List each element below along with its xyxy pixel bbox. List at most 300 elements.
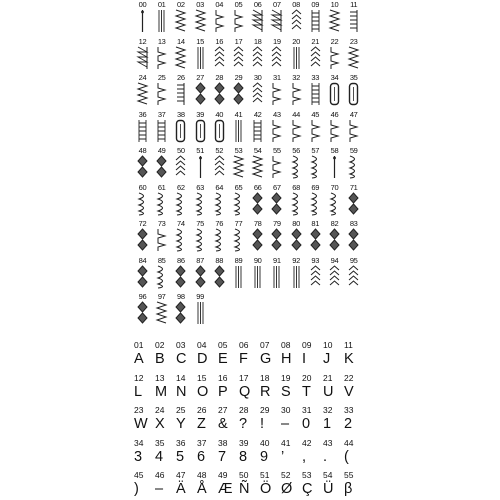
character-number: 22 [344,372,354,383]
character-pattern-01 [134,340,155,370]
character-glyph: & [218,416,228,432]
stitch-pattern-35 [345,73,362,109]
stitch-pattern-82 [326,219,343,255]
character-pattern-50 [239,470,260,500]
character-number: 44 [344,437,354,448]
stitch-pattern-41 [230,110,247,146]
character-number: 54 [323,470,333,480]
character-glyph: Z [197,416,206,432]
character-glyph: M [155,383,168,400]
character-pattern-23 [134,405,155,435]
stitch-number: 27 [196,73,204,82]
stitch-number: 43 [273,109,281,119]
character-glyph: Æ [218,481,233,497]
character-number: 38 [218,437,228,448]
character-number: 49 [218,470,228,480]
stitch-number: 00 [138,0,147,9]
alphabet-character-chart [134,340,366,500]
character-glyph: S [281,383,291,400]
stitch-pattern-27 [192,73,209,109]
character-number: 23 [134,405,144,415]
triple-stitch-icon [289,46,304,70]
stitch-pattern-65 [230,183,247,219]
stitch-pattern-95 [345,256,362,292]
scallop-stitch-icon [327,192,342,216]
character-number: 04 [197,340,207,350]
stitch-number: 24 [138,73,147,82]
stitch-pattern-32 [288,73,305,109]
arrow-stitch-icon [250,46,265,70]
diamond-stitch-icon [193,82,208,106]
stitch-pattern-67 [268,183,285,219]
diamond-stitch-icon [346,192,361,216]
stitch-number: 82 [330,219,339,228]
ladder-stitch-icon [154,119,169,143]
blind-stitch-icon [269,119,284,143]
stitch-number: 84 [138,255,147,265]
character-number: 05 [218,340,228,350]
character-pattern-08 [281,340,302,370]
stitch-number: 66 [253,182,262,192]
stitch-pattern-29 [230,73,247,109]
stitch-number: 88 [215,255,224,265]
character-number: 02 [155,340,165,350]
character-number: 40 [260,437,270,448]
stitch-pattern-30 [249,73,266,109]
stitch-pattern-79 [268,219,285,255]
buttonhole-stitch-icon [173,119,188,143]
stitch-number: 83 [349,219,358,228]
arrow-stitch-icon [173,155,188,179]
stitch-number: 91 [273,255,281,265]
stitch-pattern-02 [172,0,189,36]
diamond-stitch-icon [231,82,246,106]
stitch-number: 53 [234,146,243,155]
stitch-pattern-51 [192,146,209,182]
arrow-stitch-icon [308,46,323,70]
character-pattern-30 [281,405,302,435]
character-number: 43 [323,437,333,448]
diamond-stitch-icon [308,228,323,252]
character-pattern-26 [197,405,218,435]
diamond-stitch-icon [173,265,188,289]
character-number: 37 [197,437,207,448]
character-glyph: O [197,383,209,400]
stitch-number: 48 [138,146,147,155]
character-pattern-18 [260,373,281,403]
scallop-stitch-icon [308,192,323,216]
stitch-pattern-66 [249,183,266,219]
diamond-stitch-icon [173,301,188,325]
character-pattern-04 [197,340,218,370]
stitch-pattern-46 [326,110,343,146]
zigzag-stitch-icon [193,9,208,33]
character-glyph: 0 [302,416,311,432]
stitch-pattern-39 [192,110,209,146]
stitch-pattern-92 [288,256,305,292]
character-glyph: U [323,383,334,400]
stitch-number: 42 [253,109,262,119]
character-number: 35 [155,437,165,448]
stitch-pattern-61 [153,183,170,219]
character-pattern-02 [155,340,176,370]
stitch-pattern-54 [249,146,266,182]
stitch-pattern-04 [211,0,228,36]
stitch-pattern-05 [230,0,247,36]
character-glyph: I [302,351,307,367]
stitch-number: 78 [253,219,262,228]
character-pattern-31 [302,405,323,435]
stitch-number: 89 [234,255,243,265]
stitch-number: 23 [349,36,358,46]
stitch-number: 41 [234,109,243,119]
character-glyph: R [260,383,271,400]
stitch-number: 95 [349,255,358,265]
character-glyph: 1 [323,416,332,432]
stitch-number: 90 [253,255,262,265]
stitch-number: 86 [177,255,185,265]
character-number: 29 [260,405,270,415]
blind-stitch-icon [269,82,284,106]
arrow-stitch-icon [231,46,246,70]
character-number: 55 [344,470,354,480]
stitch-number: 68 [292,182,300,192]
zigzag-stitch-icon [327,9,342,33]
stitch-number: 94 [330,255,339,265]
stitch-number: 06 [253,0,262,9]
stitch-pattern-07 [268,0,285,36]
character-glyph: E [218,351,228,367]
stitch-number: 87 [196,255,204,265]
straight-stitch-icon [327,155,342,179]
character-glyph: 2 [344,416,353,432]
scallop-stitch-icon [173,228,188,252]
stitch-number: 54 [253,146,262,155]
straight-stitch-icon [193,155,208,179]
stitch-pattern-56 [288,146,305,182]
stitch-pattern-10 [326,0,343,36]
stitch-number: 34 [330,73,339,82]
scallop-stitch-icon [231,192,246,216]
blind-stitch-icon [154,228,169,252]
stitch-pattern-80 [288,219,305,255]
stitch-number: 04 [215,0,224,9]
stitch-pattern-55 [268,146,285,182]
diamond-stitch-icon [269,192,284,216]
scallop-stitch-icon [308,155,323,179]
stitch-pattern-03 [192,0,209,36]
stitch-pattern-57 [307,146,324,182]
character-pattern-05 [218,340,239,370]
character-pattern-32 [323,405,344,435]
character-number: 45 [134,470,144,480]
stitch-number: 21 [311,36,320,46]
character-pattern-25 [176,405,197,435]
scallop-stitch-icon [193,228,208,252]
stitch-pattern-06 [249,0,266,36]
stitch-number: 77 [234,219,243,228]
ladder-stitch-icon [308,9,323,33]
stitch-number: 29 [234,73,243,82]
character-glyph: B [155,351,165,367]
character-glyph: P [218,383,228,400]
stitch-pattern-01 [153,0,170,36]
character-number: 16 [218,372,228,383]
character-pattern-38 [218,438,239,468]
stitch-pattern-83 [345,219,362,255]
stitch-pattern-58 [326,146,343,182]
stitch-number: 75 [196,219,204,228]
character-pattern-16 [218,373,239,403]
triple-stitch-icon [269,265,284,289]
stitch-pattern-88 [211,256,228,292]
stitch-pattern-43 [268,110,285,146]
character-number: 41 [281,437,291,448]
stitch-pattern-40 [211,110,228,146]
character-glyph: H [281,351,292,367]
zigzag-stitch-icon [154,301,169,325]
stitch-pattern-81 [307,219,324,255]
overlock-stitch-icon [250,9,265,33]
character-glyph: ( [344,448,349,465]
stitch-number: 16 [215,36,224,46]
diamond-stitch-icon [327,228,342,252]
stitch-pattern-87 [192,256,209,292]
stitch-pattern-49 [153,146,170,182]
blind-stitch-icon [327,119,342,143]
character-number: 47 [176,470,186,480]
blind-stitch-icon [346,119,361,143]
character-number: 51 [260,470,270,480]
scallop-stitch-icon [212,192,227,216]
stitch-number: 67 [273,182,281,192]
character-glyph: 5 [176,448,185,465]
zigzag-stitch-icon [173,46,188,70]
stitch-number: 07 [273,0,281,9]
stitch-number: 45 [311,109,320,119]
stitch-pattern-98 [172,292,189,328]
character-glyph: F [239,351,248,367]
stitch-number: 73 [157,219,166,228]
character-number: 10 [323,340,333,350]
diamond-stitch-icon [346,228,361,252]
zigzag-stitch-icon [231,155,246,179]
blind-stitch-icon [327,46,342,70]
stitch-number: 46 [330,109,339,119]
overlock-stitch-icon [269,9,284,33]
stitch-pattern-28 [211,73,228,109]
stitch-number: 70 [330,182,339,192]
character-glyph: Q [239,383,251,400]
character-glyph: W [134,416,148,432]
stitch-pattern-70 [326,183,343,219]
character-number: 13 [155,372,165,383]
blind-stitch-icon [231,9,246,33]
stitch-number: 01 [157,0,166,9]
character-glyph: T [302,383,311,400]
triple-stitch-icon [154,9,169,33]
stitch-number: 02 [177,0,185,9]
stitch-number: 32 [292,73,300,82]
diamond-stitch-icon [250,192,265,216]
stitch-number: 71 [349,182,358,192]
character-glyph: Y [176,416,186,432]
character-pattern-51 [260,470,281,500]
stitch-number: 13 [157,36,166,46]
stitch-pattern-53 [230,146,247,182]
diamond-stitch-icon [135,228,150,252]
buttonhole-stitch-icon [212,119,227,143]
stitch-number: 97 [157,292,166,301]
character-number: 19 [281,372,291,383]
stitch-number: 61 [157,182,166,192]
stitch-pattern-31 [268,73,285,109]
stitch-pattern-16 [211,37,228,73]
diamond-stitch-icon [135,301,150,325]
stitch-pattern-60 [134,183,151,219]
stitch-number: 40 [215,109,224,119]
diamond-stitch-icon [250,228,265,252]
stitch-pattern-52 [211,146,228,182]
character-glyph: 9 [260,448,269,465]
character-pattern-33 [344,405,365,435]
stitch-pattern-36 [134,110,151,146]
zigzag-stitch-icon [346,46,361,70]
stitch-number: 79 [273,219,281,228]
character-pattern-45 [134,470,155,500]
triple-stitch-icon [289,265,304,289]
character-pattern-35 [155,438,176,468]
stitch-pattern-63 [192,183,209,219]
stitch-pattern-94 [326,256,343,292]
stitch-pattern-44 [288,110,305,146]
scallop-stitch-icon [289,155,304,179]
stitch-number: 93 [311,255,320,265]
character-pattern-46 [155,470,176,500]
character-pattern-06 [239,340,260,370]
character-number: 12 [134,372,144,383]
stitch-number: 30 [253,73,262,82]
stitch-number: 99 [196,292,204,301]
stitch-pattern-26 [172,73,189,109]
character-pattern-43 [323,438,344,468]
stitch-pattern-18 [249,37,266,73]
stitch-number: 15 [196,36,204,46]
stitch-pattern-69 [307,183,324,219]
stitch-number: 08 [292,0,300,9]
arrow-stitch-icon [308,265,323,289]
character-glyph: X [155,416,165,432]
stitch-pattern-19 [268,37,285,73]
buttonhole-stitch-icon [193,119,208,143]
zigzag-stitch-icon [173,9,188,33]
stitch-number: 18 [253,36,262,46]
blind-stitch-icon [308,119,323,143]
character-pattern-17 [239,373,260,403]
triple-stitch-icon [231,265,246,289]
scallop-stitch-icon [154,192,169,216]
character-pattern-28 [239,405,260,435]
stitch-number: 63 [196,182,204,192]
scallop-stitch-icon [231,228,246,252]
character-pattern-48 [197,470,218,500]
triple-stitch-icon [231,119,246,143]
triple-stitch-icon [193,301,208,325]
character-pattern-20 [302,373,323,403]
zigzag-stitch-icon [250,155,265,179]
scallop-stitch-icon [212,228,227,252]
stitch-pattern-chart [134,0,366,301]
zigzag-stitch-icon [135,82,150,106]
character-number: 21 [323,372,333,383]
stitch-pattern-77 [230,219,247,255]
stitch-pattern-97 [153,292,170,328]
character-pattern-36 [176,438,197,468]
character-number: 30 [281,405,291,415]
diamond-stitch-icon [269,228,284,252]
character-pattern-09 [302,340,323,370]
character-glyph: Ä [176,481,186,497]
character-pattern-37 [197,438,218,468]
character-number: 01 [134,340,144,350]
character-pattern-44 [344,438,365,468]
stitch-pattern-24 [134,73,151,109]
stitch-number: 47 [349,109,358,119]
stitch-number: 72 [138,219,147,228]
stitch-number: 36 [138,109,147,119]
stitch-number: 38 [177,109,185,119]
triple-stitch-icon [193,46,208,70]
scallop-stitch-icon [346,155,361,179]
character-pattern-53 [302,470,323,500]
blind-stitch-icon [289,82,304,106]
stitch-pattern-08 [288,0,305,36]
character-number: 15 [197,372,207,383]
stitch-number: 14 [177,36,185,46]
character-pattern-14 [176,373,197,403]
character-glyph: ! [260,416,265,432]
character-number: 24 [155,405,165,415]
scallop-stitch-icon [135,192,150,216]
character-pattern-22 [344,373,365,403]
stitch-pattern-47 [345,110,362,146]
stitch-pattern-00 [134,0,151,36]
stitch-pattern-50 [172,146,189,182]
character-pattern-24 [155,405,176,435]
character-number: 18 [260,372,270,383]
character-glyph: , [302,448,307,465]
stitch-number: 26 [177,73,185,82]
character-pattern-41 [281,438,302,468]
stitch-pattern-20 [288,37,305,73]
stitch-number: 50 [177,146,185,155]
character-glyph: – [281,416,290,432]
character-glyph: Ñ [239,481,250,497]
stitch-number: 92 [292,255,300,265]
stitch-pattern-72 [134,219,151,255]
buttonhole-stitch-icon [346,82,361,106]
character-pattern-07 [260,340,281,370]
stitch-pattern-90 [249,256,266,292]
stitch-number: 12 [138,36,147,46]
arrow-stitch-icon [346,265,361,289]
stitch-pattern-34 [326,73,343,109]
ladder-stitch-icon [250,119,265,143]
stitch-number: 33 [311,73,320,82]
character-glyph: N [176,383,187,400]
stitch-pattern-64 [211,183,228,219]
stitch-pattern-91 [268,256,285,292]
